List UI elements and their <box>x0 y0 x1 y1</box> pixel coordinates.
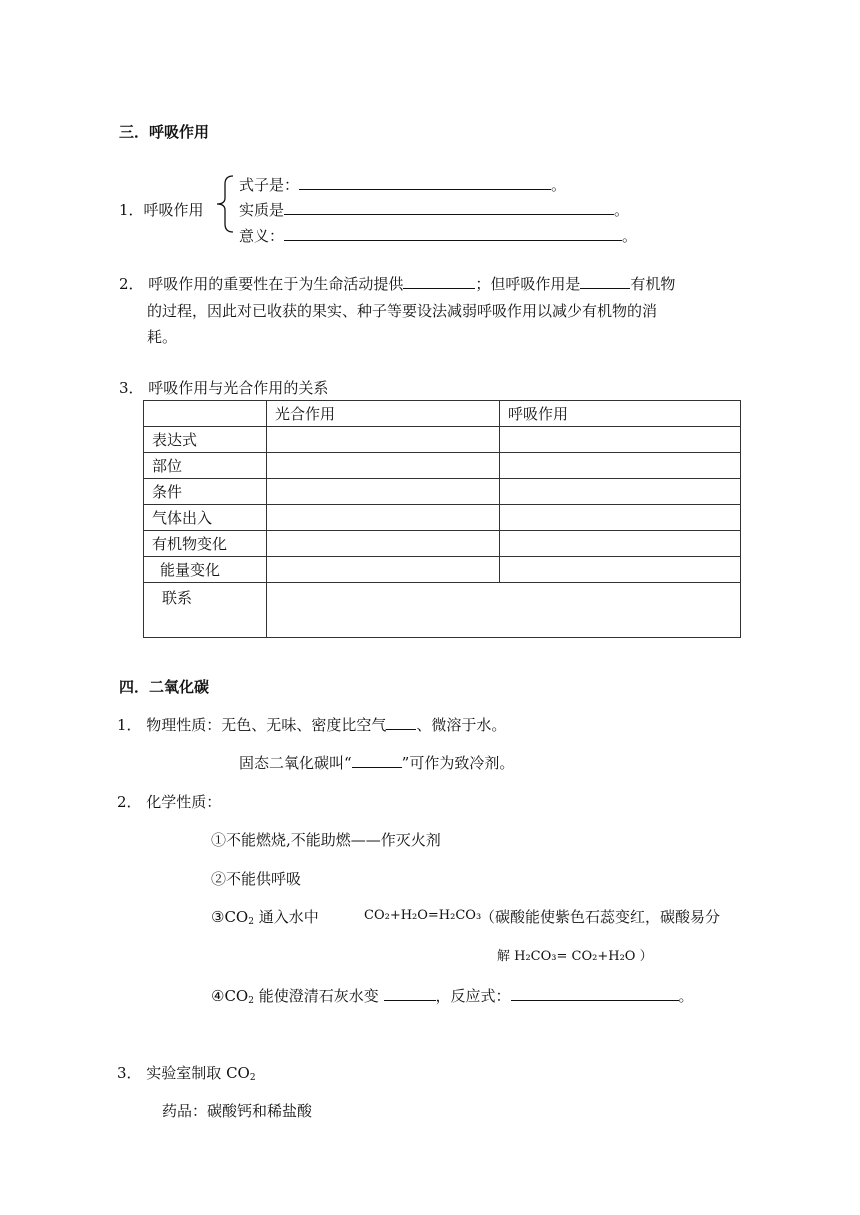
relation-table <box>143 400 741 638</box>
table-row <box>144 479 741 505</box>
section-heading-respiration: 三．呼吸作用 <box>119 123 210 141</box>
row-label: 气体出入 <box>144 505 267 531</box>
table-header-cell: 光合作用 <box>267 401 500 427</box>
relation-title: 3． 呼吸作用与光合作用的关系 <box>119 379 329 397</box>
dry-ice-blank[interactable] <box>352 753 402 768</box>
formula-blank[interactable] <box>299 175 551 190</box>
table-cell[interactable] <box>500 479 741 505</box>
carbonic-acid-equation: CO₂+H₂O=H₂CO₃ <box>364 908 482 923</box>
table-row <box>144 505 741 531</box>
property-4: $④CO_2$ 能使澄清石灰水变 ，反应式： 。 <box>211 987 694 1006</box>
table-row <box>144 427 741 453</box>
table-cell[interactable] <box>500 505 741 531</box>
table-cell[interactable] <box>267 427 500 453</box>
physical-properties: 1． 物理性质：无色、无味、密度比空气 、微溶于水。 <box>117 716 507 734</box>
property-2: ②不能供呼吸 <box>211 870 302 888</box>
table-cell[interactable] <box>500 427 741 453</box>
row-label: 能量变化 <box>144 557 267 583</box>
importance-line3: 耗。 <box>147 328 178 346</box>
table-row <box>144 557 741 583</box>
meaning-blank[interactable] <box>284 226 622 241</box>
table-cell[interactable] <box>267 531 500 557</box>
curly-brace-icon <box>213 174 237 234</box>
table-header-row <box>144 401 741 427</box>
table-header-cell <box>144 401 267 427</box>
table-row <box>144 583 741 638</box>
table-cell[interactable] <box>267 557 500 583</box>
essence-line: 实质是 。 <box>239 201 630 219</box>
lab-drugs: 药品：碳酸钙和稀盐酸 <box>162 1102 313 1120</box>
limewater-blank[interactable] <box>384 986 436 1001</box>
row-label: 联系 <box>144 583 267 638</box>
row-label: 部位 <box>144 453 267 479</box>
importance-line1: 2． 呼吸作用的重要性在于为生命活动提供 ；但呼吸作用是 有机物 <box>119 275 676 293</box>
table-cell[interactable] <box>267 583 741 638</box>
respiration-label: 1．呼吸作用 <box>119 201 204 219</box>
carbonic-acid-decompose: 解 H₂CO₃= CO₂+H₂O ） <box>497 949 653 964</box>
carbonic-acid-note: （碳酸能使紫色石蕊变红，碳酸易分 <box>480 908 721 926</box>
organic-blank[interactable] <box>580 274 630 289</box>
table-header-cell: 呼吸作用 <box>500 401 741 427</box>
property-1: ①不能燃烧,不能助燃——作灭火剂 <box>211 831 441 849</box>
essence-blank[interactable] <box>284 200 614 215</box>
table-cell[interactable] <box>267 479 500 505</box>
table-cell[interactable] <box>267 505 500 531</box>
lab-preparation-title: 3． 实验室制取 $CO_2$ <box>117 1064 256 1083</box>
row-label: 表达式 <box>144 427 267 453</box>
density-blank[interactable] <box>386 715 416 730</box>
chemical-properties-title: 2． 化学性质： <box>117 793 222 811</box>
formula-line: 式子是： 。 <box>239 176 567 194</box>
table-cell[interactable] <box>500 453 741 479</box>
dry-ice-line: 固态二氧化碳叫“ ”可作为致冷剂。 <box>239 754 515 772</box>
meaning-line: 意义： 。 <box>239 227 638 245</box>
importance-line2: 的过程，因此对已收获的果实、种子等要设法减弱呼吸作用以减少有机物的消 <box>147 302 658 320</box>
table-cell[interactable] <box>267 453 500 479</box>
table-row <box>144 531 741 557</box>
table-row <box>144 453 741 479</box>
section-heading-co2: 四．二氧化碳 <box>119 678 210 696</box>
reaction-blank[interactable] <box>511 986 679 1001</box>
table-cell[interactable] <box>500 531 741 557</box>
row-label: 有机物变化 <box>144 531 267 557</box>
table-cell[interactable] <box>500 557 741 583</box>
provide-blank[interactable] <box>403 274 475 289</box>
row-label: 条件 <box>144 479 267 505</box>
property-3: $③CO_2$ 通入水中 <box>211 908 319 927</box>
